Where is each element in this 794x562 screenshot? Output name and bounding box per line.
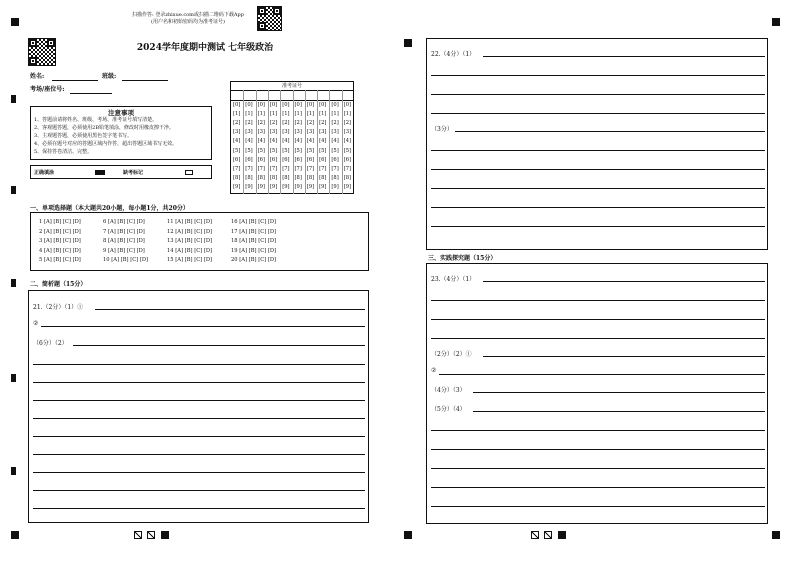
exam-id-digit-bubble[interactable]: [9] bbox=[282, 183, 290, 190]
exam-id-digit-bubble[interactable]: [9] bbox=[319, 183, 327, 190]
exam-id-digit-bubble[interactable]: [4] bbox=[331, 138, 339, 145]
exam-id-digit-bubble[interactable]: [8] bbox=[257, 174, 265, 181]
exam-id-digit-bubble[interactable]: [1] bbox=[269, 111, 278, 118]
exam-id-digit-bubble[interactable]: [2] bbox=[282, 120, 290, 127]
exam-id-digit-bubble[interactable]: [5] bbox=[343, 147, 352, 154]
notes-item-1: 1、答题前请将姓名、班级、考场、准考证号填写清楚。 bbox=[34, 117, 158, 123]
mcq-question-12[interactable]: 12 [A] [B] [C] [D] bbox=[167, 228, 213, 235]
q22-part2: （3分） bbox=[431, 126, 453, 133]
exam-id-col-divider bbox=[329, 90, 330, 194]
side-mark bbox=[11, 279, 16, 287]
exam-id-digit-bubble[interactable]: [8] bbox=[343, 174, 352, 181]
exam-id-digit-bubble[interactable]: [9] bbox=[257, 183, 265, 190]
q22-box bbox=[426, 38, 768, 250]
page-mark bbox=[161, 531, 169, 539]
side-mark bbox=[11, 95, 16, 103]
answer-line[interactable] bbox=[431, 338, 765, 339]
exam-id-digit-bubble[interactable]: [0] bbox=[319, 102, 327, 108]
page-mark bbox=[147, 531, 155, 539]
answer-line[interactable] bbox=[33, 400, 365, 401]
mcq-question-6[interactable]: 6 [A] [B] [C] [D] bbox=[103, 219, 145, 225]
absent-mark-checkbox[interactable] bbox=[185, 170, 193, 175]
corner-mark-top-mid bbox=[404, 39, 412, 47]
exam-id-digit-bubble[interactable]: [8] bbox=[282, 174, 290, 181]
exam-id-digit-bubble[interactable]: [6] bbox=[233, 156, 241, 163]
exam-id-digit-bubble[interactable]: [8] bbox=[331, 174, 339, 181]
answer-line[interactable] bbox=[431, 226, 765, 227]
exam-id-digit-bubble[interactable]: [8] bbox=[294, 174, 302, 181]
section2-box bbox=[28, 290, 369, 523]
correct-fill-example bbox=[95, 170, 105, 175]
exam-id-digit-bubble[interactable]: [4] bbox=[343, 138, 352, 145]
name-label: 姓名: bbox=[30, 73, 45, 80]
exam-id-digit-bubble[interactable]: [5] bbox=[306, 147, 315, 154]
answer-line[interactable] bbox=[431, 169, 765, 170]
exam-id-col-divider bbox=[317, 90, 318, 194]
answer-line[interactable] bbox=[483, 56, 765, 57]
exam-id-digit-bubble[interactable]: [1] bbox=[306, 111, 315, 118]
scan-notice-line2: (用户名和初始密码均为准考证号) bbox=[151, 19, 225, 25]
answer-line[interactable] bbox=[95, 309, 365, 310]
exam-id-digit-bubble[interactable]: [5] bbox=[269, 147, 278, 154]
exam-id-digit-bubble[interactable]: [9] bbox=[306, 183, 315, 190]
side-mark bbox=[11, 186, 16, 194]
exam-id-digit-bubble[interactable]: [9] bbox=[294, 183, 302, 190]
student-qr-code bbox=[28, 38, 56, 66]
page-mark bbox=[544, 531, 552, 539]
room-seat-field[interactable] bbox=[70, 93, 112, 94]
exam-id-digit-bubble[interactable]: [2] bbox=[245, 120, 253, 127]
notes-item-4: 4、必须在题号对应的答题区域内作答，超出答题区域书写无效。 bbox=[34, 141, 178, 147]
exam-id-col-divider bbox=[256, 90, 257, 194]
exam-id-digit-bubble[interactable]: [6] bbox=[282, 156, 290, 163]
q23-box bbox=[426, 263, 768, 524]
exam-id-digit-bubble[interactable]: [8] bbox=[245, 174, 253, 181]
exam-id-col-divider bbox=[268, 90, 269, 194]
exam-id-digit-bubble[interactable]: [5] bbox=[331, 147, 339, 154]
exam-id-digit-bubble[interactable]: [5] bbox=[233, 147, 241, 154]
q21-part3: （6分）（2） bbox=[33, 340, 68, 347]
exam-id-digit-bubble[interactable]: [6] bbox=[245, 156, 253, 163]
exam-id-digit-bubble[interactable]: [4] bbox=[319, 138, 327, 145]
notes-item-5: 5、保持答卷清洁、完整。 bbox=[34, 149, 93, 155]
exam-id-digit-bubble[interactable]: [5] bbox=[257, 147, 265, 154]
exam-id-digit-bubble[interactable]: [2] bbox=[294, 120, 302, 127]
correct-fill-label: 正确填涂 bbox=[34, 170, 55, 176]
mcq-question-17[interactable]: 17 [A] [B] [C] [D] bbox=[231, 228, 277, 235]
section3-title: 三、实践探究题（15分） bbox=[428, 255, 497, 262]
exam-id-digit-bubble[interactable]: [6] bbox=[306, 156, 315, 163]
exam-id-digit-bubble[interactable]: [3] bbox=[294, 129, 302, 136]
exam-id-digit-bubble[interactable]: [0] bbox=[306, 102, 315, 108]
exam-id-digit-bubble[interactable]: [1] bbox=[319, 111, 327, 118]
exam-id-digit-bubble[interactable]: [3] bbox=[319, 129, 327, 136]
answer-line[interactable] bbox=[431, 449, 765, 450]
mcq-question-4[interactable]: 4 [A] [B] [C] [D] bbox=[39, 247, 81, 254]
answer-line[interactable] bbox=[431, 300, 765, 301]
exam-id-digit-bubble[interactable]: [1] bbox=[257, 111, 265, 118]
answer-line[interactable] bbox=[431, 207, 765, 208]
notes-box bbox=[30, 106, 212, 160]
exam-id-digit-bubble[interactable]: [7] bbox=[269, 165, 278, 172]
answer-line[interactable] bbox=[483, 281, 765, 282]
exam-id-box bbox=[230, 81, 354, 194]
corner-mark-bottom-mid bbox=[404, 531, 412, 539]
exam-id-digit-bubble[interactable]: [3] bbox=[245, 129, 253, 136]
name-field[interactable] bbox=[52, 80, 98, 81]
exam-id-digit-bubble[interactable]: [2] bbox=[331, 120, 339, 127]
corner-mark-top-right bbox=[772, 18, 780, 26]
q23-part4: （4分）（3） bbox=[431, 387, 466, 394]
exam-id-col-divider bbox=[342, 90, 343, 194]
answer-line[interactable] bbox=[33, 490, 365, 491]
exam-id-digit-bubble[interactable]: [1] bbox=[282, 111, 290, 118]
exam-id-digit-bubble[interactable]: [9] bbox=[269, 183, 278, 190]
answer-line[interactable] bbox=[431, 75, 765, 76]
answer-line[interactable] bbox=[73, 345, 365, 346]
exam-id-digit-bubble[interactable]: [4] bbox=[257, 138, 265, 145]
page-title: 2024学年度期中测试 七年级政治 bbox=[136, 43, 274, 53]
mcq-question-1[interactable]: 1 [A] [B] [C] [D] bbox=[39, 219, 81, 225]
answer-line[interactable] bbox=[33, 454, 365, 455]
q21-part1: 21.（2分）（1）① bbox=[33, 304, 84, 311]
corner-mark-bottom-left bbox=[11, 531, 19, 539]
exam-id-digit-bubble[interactable]: [8] bbox=[233, 174, 241, 181]
exam-id-digit-bubble[interactable]: [5] bbox=[294, 147, 302, 154]
exam-id-digit-bubble[interactable]: [5] bbox=[319, 147, 327, 154]
exam-id-digit-bubble[interactable]: [8] bbox=[269, 174, 278, 181]
exam-id-digit-bubble[interactable]: [7] bbox=[245, 165, 253, 172]
page-mark bbox=[558, 531, 566, 539]
answer-line[interactable] bbox=[33, 508, 365, 509]
exam-id-digit-bubble[interactable]: [3] bbox=[282, 129, 290, 136]
exam-id-digit-bubble[interactable]: [1] bbox=[331, 111, 339, 118]
exam-id-digit-bubble[interactable]: [4] bbox=[306, 138, 315, 145]
exam-id-digit-bubble[interactable]: [4] bbox=[245, 138, 253, 145]
q23-part5: （5分）（4） bbox=[431, 406, 466, 413]
exam-id-digit-bubble[interactable]: [6] bbox=[343, 156, 352, 163]
exam-id-digit-bubble[interactable]: [9] bbox=[245, 183, 253, 190]
app-qr-code bbox=[257, 6, 282, 31]
mcq-question-14[interactable]: 14 [A] [B] [C] [D] bbox=[167, 247, 213, 254]
exam-id-digit-bubble[interactable]: [7] bbox=[233, 165, 241, 172]
exam-id-digit-bubble[interactable]: [4] bbox=[233, 138, 241, 145]
exam-id-digit-bubble[interactable]: [7] bbox=[319, 165, 327, 172]
answer-line[interactable] bbox=[431, 188, 765, 189]
class-field[interactable] bbox=[122, 80, 168, 81]
exam-id-digit-bubble[interactable]: [0] bbox=[233, 102, 241, 108]
mcq-question-5[interactable]: 5 [A] [B] [C] [D] bbox=[39, 257, 81, 264]
mcq-question-13[interactable]: 13 [A] [B] [C] [D] bbox=[167, 238, 213, 245]
exam-id-col-divider bbox=[243, 90, 244, 194]
exam-id-digit-bubble[interactable]: [3] bbox=[269, 129, 278, 136]
exam-id-digit-bubble[interactable]: [9] bbox=[343, 183, 352, 190]
exam-id-digit-bubble[interactable]: [7] bbox=[306, 165, 315, 172]
exam-id-col-divider bbox=[293, 90, 294, 194]
exam-id-digit-bubble[interactable]: [6] bbox=[257, 156, 265, 163]
corner-mark-top-left bbox=[11, 18, 19, 26]
answer-line[interactable] bbox=[33, 436, 365, 437]
exam-id-digit-bubble[interactable]: [7] bbox=[282, 165, 290, 172]
q22-part1: 22.（4分）（1） bbox=[431, 51, 476, 58]
exam-id-digit-bubble[interactable]: [2] bbox=[343, 120, 352, 127]
answer-line[interactable] bbox=[33, 418, 365, 419]
answer-line[interactable] bbox=[473, 411, 765, 412]
room-seat-label: 考场/座位号: bbox=[30, 86, 65, 93]
answer-line[interactable] bbox=[431, 487, 765, 488]
exam-id-digit-bubble[interactable]: [3] bbox=[331, 129, 339, 136]
mcq-question-10[interactable]: 10 [A] [B] [C] [D] bbox=[103, 257, 149, 264]
answer-line[interactable] bbox=[439, 374, 765, 375]
mcq-question-18[interactable]: 18 [A] [B] [C] [D] bbox=[231, 238, 277, 245]
exam-id-digit-bubble[interactable]: [2] bbox=[233, 120, 241, 127]
exam-id-digit-bubble[interactable]: [5] bbox=[282, 147, 290, 154]
answer-line[interactable] bbox=[33, 364, 365, 365]
q21-part2: ② bbox=[33, 320, 39, 327]
absent-mark-label: 缺考标记 bbox=[123, 170, 144, 176]
page-mark bbox=[134, 531, 142, 539]
exam-id-digit-bubble[interactable]: [0] bbox=[331, 102, 339, 108]
exam-id-digit-bubble[interactable]: [2] bbox=[257, 120, 265, 127]
exam-id-digit-bubble[interactable]: [1] bbox=[233, 111, 241, 118]
exam-id-digit-bubble[interactable]: [3] bbox=[257, 129, 265, 136]
mcq-question-8[interactable]: 8 [A] [B] [C] [D] bbox=[103, 238, 145, 245]
mcq-question-11[interactable]: 11 [A] [B] [C] [D] bbox=[167, 219, 213, 225]
exam-id-digit-bubble[interactable]: [1] bbox=[294, 111, 302, 118]
exam-id-digit-bubble[interactable]: [7] bbox=[294, 165, 302, 172]
exam-id-digit-bubble[interactable]: [8] bbox=[319, 174, 327, 181]
exam-id-digit-bubble[interactable]: [3] bbox=[343, 129, 352, 136]
mcq-question-16[interactable]: 16 [A] [B] [C] [D] bbox=[231, 219, 277, 225]
section2-title: 二、简析题（15分） bbox=[30, 281, 87, 288]
exam-id-digit-bubble[interactable]: [2] bbox=[269, 120, 278, 127]
exam-id-digit-bubble[interactable]: [3] bbox=[233, 129, 241, 136]
exam-id-digit-bubble[interactable]: [0] bbox=[257, 102, 265, 108]
answer-line[interactable] bbox=[431, 506, 765, 507]
exam-id-digit-bubble[interactable]: [7] bbox=[331, 165, 339, 172]
mcq-question-2[interactable]: 2 [A] [B] [C] [D] bbox=[39, 228, 81, 235]
exam-id-digit-bubble[interactable]: [0] bbox=[343, 102, 352, 108]
answer-line[interactable] bbox=[41, 326, 365, 327]
exam-id-digit-bubble[interactable]: [2] bbox=[306, 120, 315, 127]
exam-id-digit-bubble[interactable]: [0] bbox=[245, 102, 253, 108]
answer-line[interactable] bbox=[431, 150, 765, 151]
exam-id-digit-bubble[interactable]: [1] bbox=[245, 111, 253, 118]
answer-line[interactable] bbox=[483, 356, 765, 357]
answer-line[interactable] bbox=[431, 319, 765, 320]
notes-item-3: 3、主观题答题，必须使用黑色签字笔书写。 bbox=[34, 133, 133, 139]
exam-id-digit-bubble[interactable]: [6] bbox=[294, 156, 302, 163]
exam-id-digit-bubble[interactable]: [2] bbox=[319, 120, 327, 127]
answer-line[interactable] bbox=[473, 392, 765, 393]
exam-id-digit-bubble[interactable]: [7] bbox=[343, 165, 352, 172]
answer-line[interactable] bbox=[431, 113, 765, 114]
mcq-question-7[interactable]: 7 [A] [B] [C] [D] bbox=[103, 228, 145, 235]
corner-mark-bottom-right bbox=[772, 531, 780, 539]
fill-sample-box bbox=[30, 165, 212, 179]
exam-id-digit-bubble[interactable]: [8] bbox=[306, 174, 315, 181]
notes-title: 注意事项 bbox=[108, 109, 134, 117]
answer-line[interactable] bbox=[431, 468, 765, 469]
exam-id-digit-bubble[interactable]: [9] bbox=[233, 183, 241, 190]
exam-id-digit-bubble[interactable]: [9] bbox=[331, 183, 339, 190]
answer-line[interactable] bbox=[431, 430, 765, 431]
exam-id-title: 准考证号 bbox=[281, 83, 302, 89]
exam-id-digit-bubble[interactable]: [4] bbox=[294, 138, 302, 145]
exam-id-digit-bubble[interactable]: [7] bbox=[257, 165, 265, 172]
mcq-question-19[interactable]: 19 [A] [B] [C] [D] bbox=[231, 247, 277, 254]
page-mark bbox=[531, 531, 539, 539]
exam-id-digit-bubble[interactable]: [6] bbox=[331, 156, 339, 163]
scan-notice-line1: 扫描作答: 登录zhixue.com或扫描二维码下载App bbox=[132, 12, 244, 18]
exam-id-col-divider bbox=[305, 90, 306, 194]
exam-id-digit-bubble[interactable]: [4] bbox=[282, 138, 290, 145]
class-label: 班级: bbox=[102, 73, 117, 80]
q23-part1: 23.（4分）（1） bbox=[431, 276, 476, 283]
answer-line[interactable] bbox=[455, 131, 765, 132]
q23-part2: （2分）（2）① bbox=[431, 351, 472, 358]
exam-id-digit-bubble[interactable]: [6] bbox=[269, 156, 278, 163]
section1-box bbox=[30, 212, 369, 271]
answer-line[interactable] bbox=[33, 472, 365, 473]
answer-line[interactable] bbox=[33, 382, 365, 383]
mcq-question-15[interactable]: 15 [A] [B] [C] [D] bbox=[167, 257, 213, 264]
notes-item-2: 2、客观题答题，必须使用2B铅笔填涂，修改时用橡皮擦干净。 bbox=[34, 125, 175, 131]
exam-id-digit-bubble[interactable]: [3] bbox=[306, 129, 315, 136]
mcq-question-9[interactable]: 9 [A] [B] [C] [D] bbox=[103, 247, 145, 254]
answer-line[interactable] bbox=[431, 94, 765, 95]
exam-id-digit-bubble[interactable]: [0] bbox=[282, 102, 290, 108]
exam-id-digit-bubble[interactable]: [4] bbox=[269, 138, 278, 145]
exam-id-digit-bubble[interactable]: [0] bbox=[269, 102, 278, 108]
mcq-question-20[interactable]: 20 [A] [B] [C] [D] bbox=[231, 257, 277, 264]
exam-id-col-divider bbox=[280, 90, 281, 194]
exam-id-digit-bubble[interactable]: [0] bbox=[294, 102, 302, 108]
exam-id-digit-bubble[interactable]: [1] bbox=[343, 111, 352, 118]
side-mark bbox=[11, 374, 16, 382]
exam-id-digit-bubble[interactable]: [5] bbox=[245, 147, 253, 154]
q23-part3: ② bbox=[431, 367, 437, 374]
exam-id-digit-bubble[interactable]: [6] bbox=[319, 156, 327, 163]
side-mark bbox=[11, 467, 16, 475]
mcq-question-3[interactable]: 3 [A] [B] [C] [D] bbox=[39, 238, 81, 245]
section1-title: 一、单项选择题（本大题共20小题，每小题1分，共20分） bbox=[30, 205, 189, 212]
